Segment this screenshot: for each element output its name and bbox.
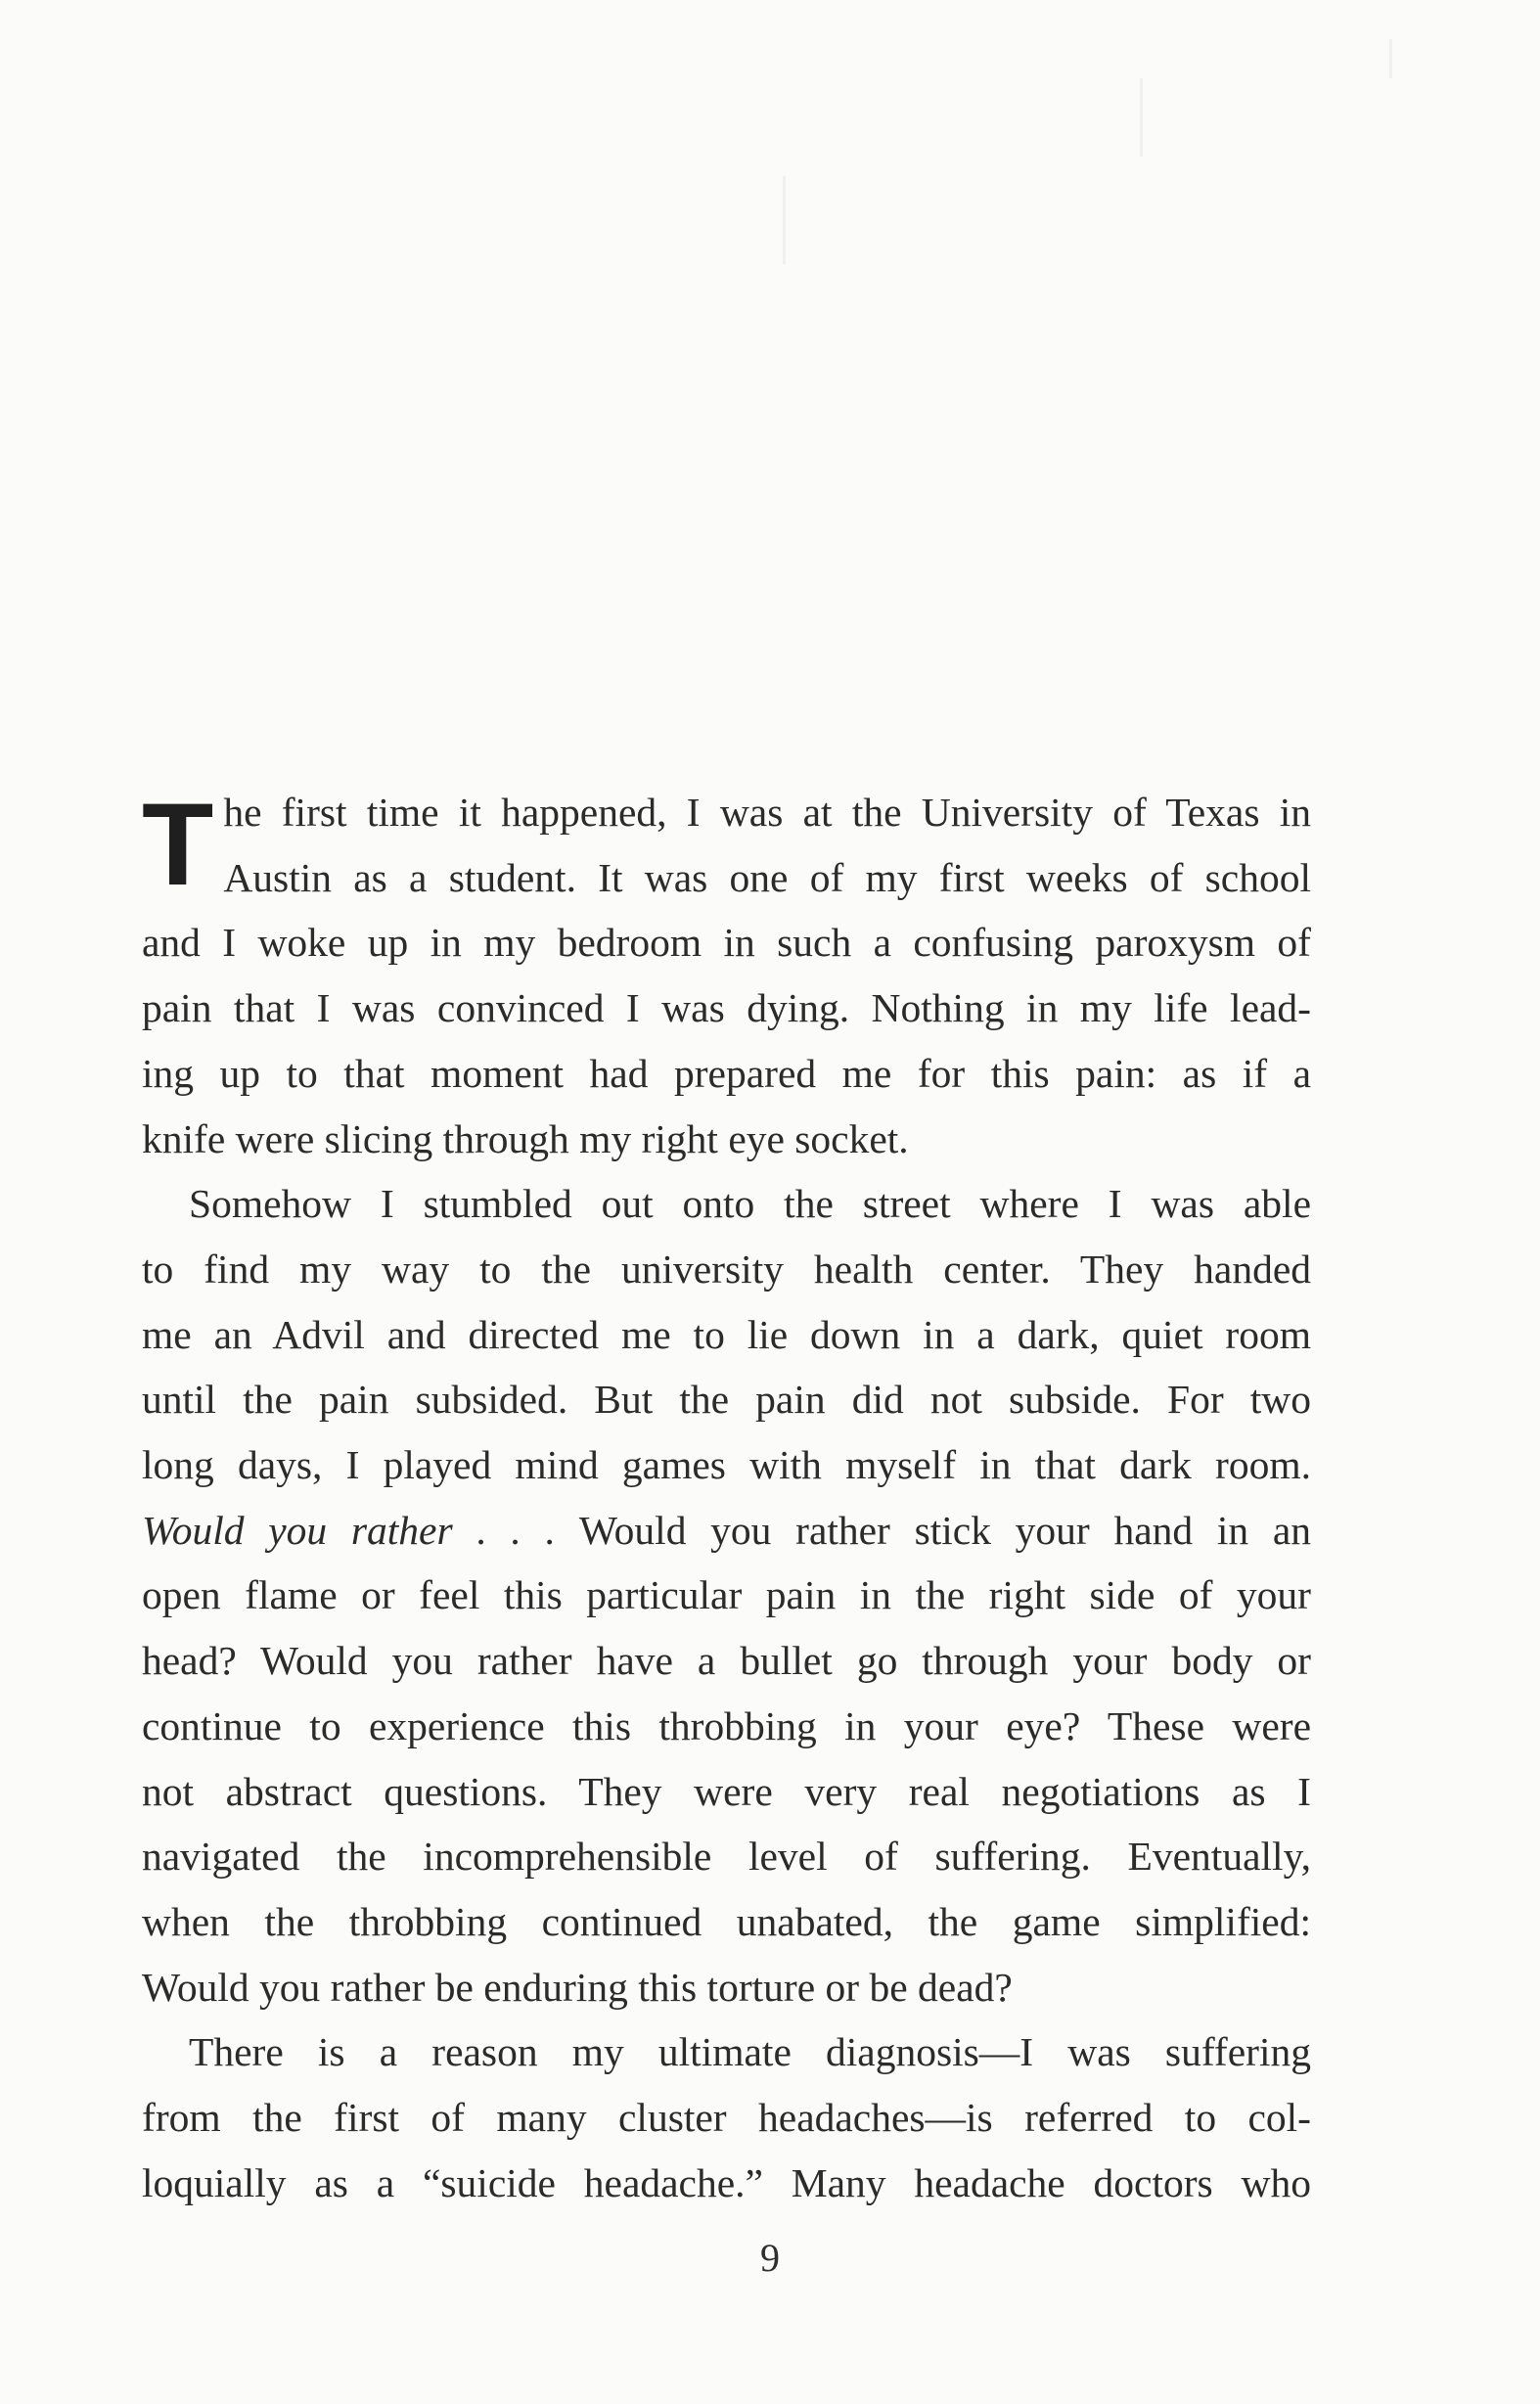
paragraph-2 bbox=[142, 1171, 1311, 2019]
text-line-italic bbox=[142, 1498, 1311, 1564]
text-line: There is a reason my ultimate diagnosis—I was suffering bbox=[189, 2029, 1311, 2075]
paragraph-1 bbox=[142, 780, 1311, 1171]
text-line: knife were slicing through my right eye socket. bbox=[142, 1115, 909, 1161]
text-line: and I woke up in my bedroom in such a confusing paroxysm of bbox=[142, 920, 1311, 966]
text-line: me an Advil and directed me to lie down in a dark, quiet room bbox=[142, 1311, 1311, 1357]
text-line: from the first of many cluster headaches—is referred to col- bbox=[142, 2095, 1311, 2141]
text-line: pain that I was convinced I was dying. Nothing in my life lead- bbox=[142, 985, 1311, 1031]
showthrough-mark bbox=[1389, 39, 1392, 78]
text-span: Would you rather stick your hand in an bbox=[555, 1507, 1311, 1553]
text-line: Somehow I stumbled out onto the street where I was able bbox=[189, 1181, 1311, 1227]
drop-cap: T bbox=[142, 779, 214, 910]
text-line: Would you rather be enduring this torture or be dead? bbox=[142, 1964, 1013, 2010]
text-line: navigated the incomprehensible level of suffering. Eventually, bbox=[142, 1834, 1311, 1880]
text-line: long days, I played mind games with myself in that dark room. bbox=[142, 1442, 1311, 1488]
body-text bbox=[142, 780, 1311, 2215]
text-line: open flame or feel this particular pain in the right side of your bbox=[142, 1572, 1311, 1618]
paragraph-3 bbox=[142, 2019, 1311, 2215]
text-line: when the throbbing continued unabated, the game simplified: bbox=[142, 1898, 1311, 1944]
text-line: ing up to that moment had prepared me for this pain: as if a bbox=[142, 1050, 1311, 1096]
showthrough-mark bbox=[783, 176, 786, 264]
text-line: Austin as a student. It was one of my first weeks of school bbox=[223, 854, 1311, 900]
text-line: head? Would you rather have a bullet go through your body or bbox=[142, 1638, 1311, 1684]
page-number: 9 bbox=[760, 2236, 780, 2280]
text-line: loquially as a “suicide headache.” Many headache doctors who bbox=[142, 2159, 1311, 2205]
showthrough-mark bbox=[1140, 78, 1143, 157]
text-line: continue to experience this throbbing in your eye? These were bbox=[142, 1702, 1311, 1748]
italic-phrase: Would you rather . . . bbox=[142, 1507, 556, 1553]
text-line: not abstract questions. They were very real negotiations as I bbox=[142, 1768, 1311, 1814]
text-line: until the pain subsided. But the pain did not subside. For two bbox=[142, 1377, 1311, 1423]
text-line: he first time it happened, I was at the University of Texas in bbox=[223, 790, 1311, 835]
text-line: to find my way to the university health center. They handed bbox=[142, 1246, 1311, 1292]
